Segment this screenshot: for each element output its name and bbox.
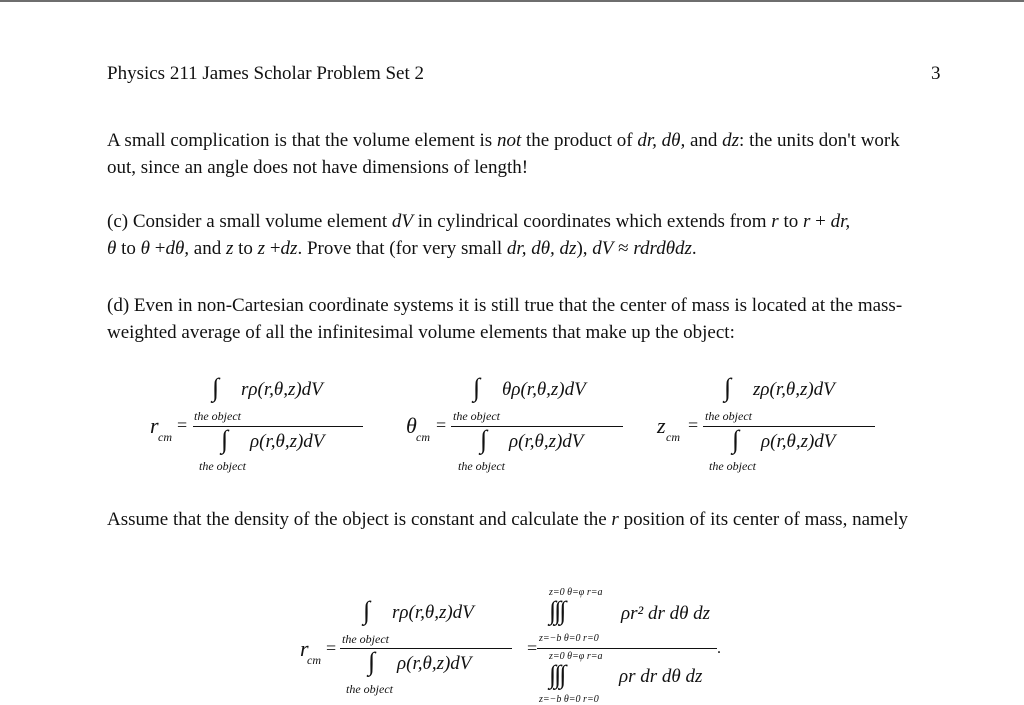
final-num-integral-icon: ∫ [363,596,371,625]
z-cm-fraction-bar [703,426,875,427]
final-num-label: the object [342,632,389,646]
num-upper-limits: z=0 θ=φ r=a [549,587,603,598]
paragraph-assume: Assume that the density of the object is constant and calculate the r position of its center of mass, namely [107,509,908,530]
r-cm-num-label: the object [194,409,241,423]
r-cm-den-integral-icon: ∫ [221,425,229,454]
num-integrand: ρr² dr dθ dz [621,603,711,624]
final-equals-2: = [527,638,538,658]
r-cm-sub: cm [158,430,172,444]
theta-cm-denominator: ρ(r,θ,z)dV [509,431,584,452]
final-r-cm-sub: cm [307,653,321,667]
theta-cm-num-integral-icon: ∫ [473,373,481,402]
den-triple-integral-icon: ∫∫∫ [549,660,565,689]
den-lower-limits: z=−b θ=0 r=0 [539,694,599,705]
r-cm-fraction-bar [193,426,363,427]
page-number: 3 [931,63,941,84]
z-cm-numerator: zρ(r,θ,z)dV [753,379,835,400]
final-numerator: rρ(r,θ,z)dV [392,602,474,623]
theta-cm-fraction-bar [451,426,623,427]
paragraph-part-d: (d) Even in non-Cartesian coordinate systems it is still true that the center of mass is located at the mass-weighted average of all the infinitesimal volume elements that make up the object: [107,295,903,343]
z-cm-den-integral-icon: ∫ [732,425,740,454]
theta-cm-sub: cm [416,430,430,444]
r-cm-numerator: rρ(r,θ,z)dV [241,379,323,400]
paragraph-volume-element: A small complication is that the volume element is not the product of dr, dθ, and dz: the units don't work out, since an angle does not have dimensions of length! [107,130,900,178]
z-cm-den-label: the object [709,459,756,473]
z-cm-num-label: the object [705,409,752,423]
theta-cm-equals: = [436,415,447,435]
theta-cm-den-label: the object [458,459,505,473]
num-triple-integral-icon: ∫∫∫ [549,596,565,625]
theta-cm-num-label: the object [453,409,500,423]
den-upper-limits: z=0 θ=φ r=a [549,651,603,662]
theta-cm-numerator: θρ(r,θ,z)dV [502,379,586,400]
final-fraction-bar-2 [537,648,717,649]
page-header-title: Physics 211 James Scholar Problem Set 2 [107,63,424,84]
final-denominator: ρ(r,θ,z)dV [397,653,472,674]
z-cm-sub: cm [666,430,680,444]
r-cm-den-label: the object [199,459,246,473]
z-cm-var: z [657,413,666,438]
den-integrand: ρr dr dθ dz [619,666,703,687]
final-equals-1: = [326,638,337,658]
r-cm-var: r [150,413,159,438]
final-den-label: the object [346,682,393,696]
num-lower-limits: z=−b θ=0 r=0 [539,633,599,644]
final-r-cm-var: r [300,636,309,661]
z-cm-denominator: ρ(r,θ,z)dV [761,431,836,452]
paragraph-part-c: (c) Consider a small volume element dV in cylindrical coordinates which extends from r to r + dr, θ to θ +dθ, and z to z +dz. Prove that (for very small dr, dθ, dz), dV ≈ rdrdθdz. [107,211,851,259]
final-den-integral-icon: ∫ [368,647,376,676]
z-cm-equals: = [688,415,699,435]
r-cm-num-integral-icon: ∫ [212,373,220,402]
final-fraction-bar-1 [340,648,512,649]
r-cm-denominator: ρ(r,θ,z)dV [250,431,325,452]
final-period: . [717,640,721,657]
top-border [0,0,1024,2]
theta-cm-var: θ [406,413,417,438]
theta-cm-den-integral-icon: ∫ [480,425,488,454]
z-cm-num-integral-icon: ∫ [724,373,732,402]
r-cm-equals: = [177,415,188,435]
